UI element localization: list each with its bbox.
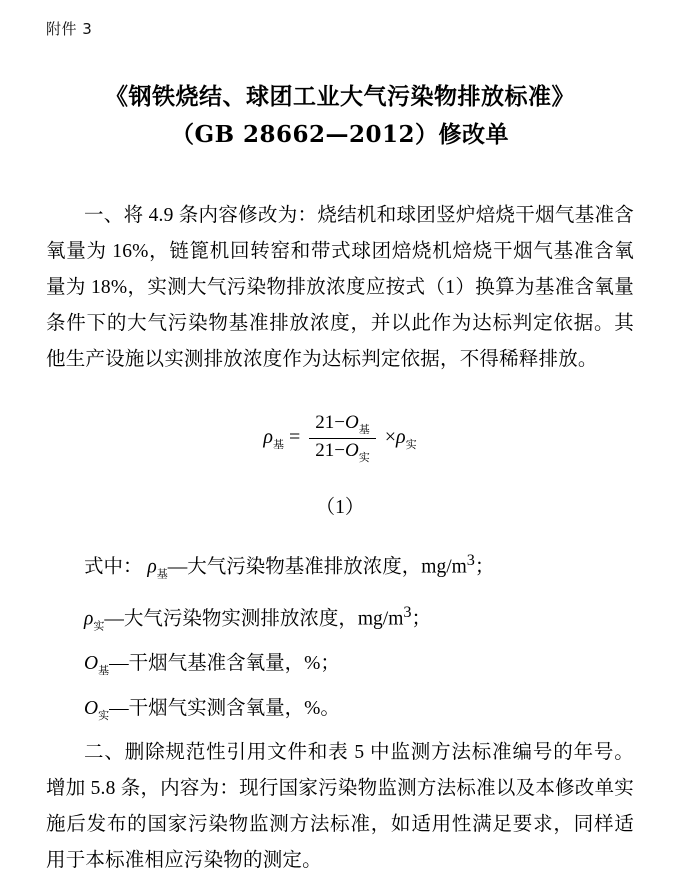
formula-denominator (309, 439, 375, 465)
definition-text: —干烟气基准含氧量， (109, 653, 305, 675)
formula-equals: = (288, 425, 301, 448)
numerator-symbol: O (344, 412, 359, 433)
formula-number: （1） (315, 496, 365, 518)
denominator-subscript: 实 (358, 451, 370, 464)
definition-subscript: 基 (156, 567, 168, 580)
definition-row (46, 593, 634, 645)
definition-unit-exponent: 3 (403, 602, 412, 621)
definition-unit: mg/m (357, 608, 404, 630)
definition-symbol: O (84, 698, 99, 720)
definition-unit: mg/m (421, 556, 467, 578)
denominator-prefix: 21− (315, 439, 345, 461)
formula-expression (263, 412, 416, 465)
formula-times: × (384, 425, 396, 448)
definition-text: —大气污染物基准排放浓度， (167, 556, 422, 578)
definition-subscript: 基 (98, 665, 110, 678)
title-line-1: 《钢铁烧结、球团工业大气污染物排放标准》 (105, 83, 575, 110)
definition-end: 。 (320, 698, 340, 720)
definition-symbol: O (84, 653, 99, 675)
definition-end: ； (320, 653, 340, 675)
numerator-subscript: 基 (358, 423, 370, 436)
attachment-label: 附件 3 (46, 20, 93, 38)
definition-unit-exponent: 3 (466, 550, 475, 569)
formula-rhs-subscript: 实 (405, 438, 417, 451)
definition-symbol: ρ (84, 608, 94, 630)
definition-subscript: 实 (93, 620, 105, 633)
formula-numerator (309, 412, 375, 439)
definition-row (46, 645, 634, 690)
definition-row (46, 541, 634, 593)
denominator-symbol: O (344, 439, 359, 461)
definition-unit: % (304, 698, 321, 720)
definition-text: —大气污染物实测排放浓度， (104, 608, 358, 630)
title-line-2: （GB 28662—2012）修改单 (170, 121, 510, 148)
definition-subscript: 实 (98, 710, 110, 723)
document-title (0, 78, 680, 154)
definition-symbol: ρ (147, 556, 157, 578)
definition-unit: % (304, 653, 321, 675)
formula-fraction (309, 412, 375, 465)
definition-text: —干烟气实测含氧量， (109, 698, 305, 720)
definition-row (46, 690, 634, 735)
definition-end: ； (474, 556, 495, 578)
formula-lhs-subscript: 基 (272, 438, 284, 451)
numerator-prefix: 21− (315, 412, 345, 433)
definitions-intro: 式中： (84, 556, 143, 578)
definition-end: ； (411, 608, 432, 630)
document-body (46, 198, 634, 879)
formula-block (46, 412, 634, 465)
paragraph-item-2: 二、删除规范性引用文件和表 5 中监测方法标准编号的年号。增加 5.8 条，内容为：现行国家污染物监测方法标准以及本修改单实施后发布的国家污染物监测方法标准，如适用性满足要求，同样适用于本标准相应污染物的测定。 (46, 742, 634, 872)
definition-list (46, 541, 634, 736)
formula-rhs-symbol: ρ (396, 425, 406, 448)
formula-lhs-symbol: ρ (263, 425, 273, 448)
paragraph-item-1: 一、将 4.9 条内容修改为：烧结机和球团竖炉焙烧干烟气基准含氧量为 16%，链篦机回转窑和带式球团焙烧机焙烧干烟气基准含氧量为 18%，实测大气污染物排放浓度应按式（1）换算为基准含氧量条件下的大气污染物基准排放浓度，并以此作为达标判定依据。其他生产设施以实测排放浓度作为达标判定依据，不得稀释排放。 (46, 205, 634, 370)
